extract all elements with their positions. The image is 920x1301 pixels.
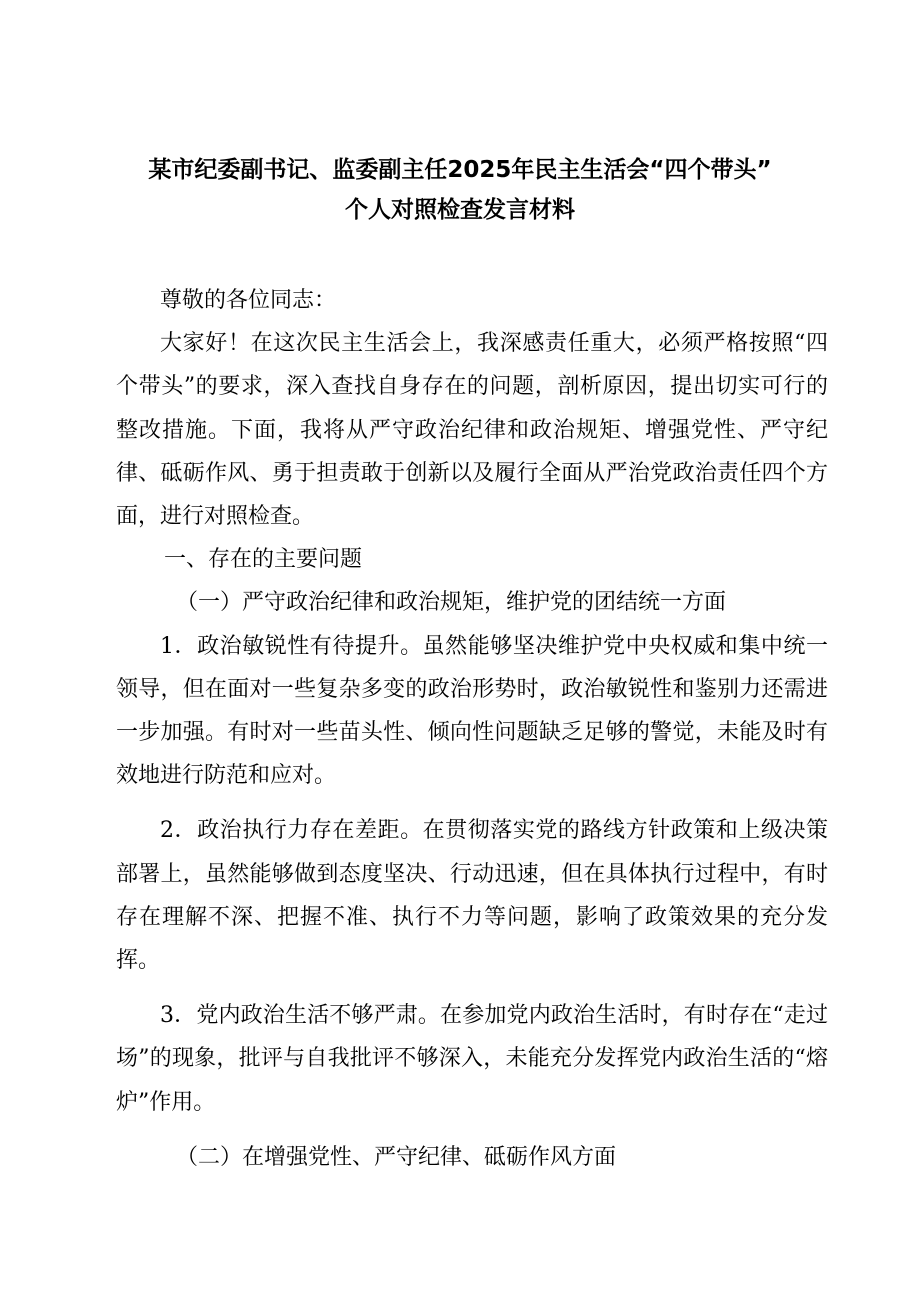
salutation: 尊敬的各位同志： [160, 288, 337, 313]
document-title [0, 150, 920, 230]
title-line-2: 个人对照检查发言材料 [345, 197, 575, 223]
intro-paragraph: 大家好！在这次民主生活会上，我深感责任重大，必须严格按照“四个带头”的要求，深入查找自身存在的问题，剖析原因，提出切实可行的整改措施。下面，我将从严守政治纪律和政治规矩、增强党性、严守纪律、砥砺作风、勇于担责敢于创新以及履行全面从严治党政治责任四个方面，进行对照检查。 [116, 331, 828, 530]
issue-item-1: 1．政治敏锐性有待提升。虽然能够坚决维护党中央权威和集中统一领导，但在面对一些复杂多变的政治形势时，政治敏锐性和鉴别力还需进一步加强。有时对一些苗头性、倾向性问题缺乏足够的警觉，未能及时有效地进行防范和应对。 [116, 633, 828, 789]
issue-item-2: 2．政治执行力存在差距。在贯彻落实党的路线方针政策和上级决策部署上，虽然能够做到态度坚决、行动迅速，但在具体执行过程中，有时存在理解不深、把握不准、执行不力等问题，影响了政策效果的充分发挥。 [116, 818, 828, 974]
subsection-heading-1: （一）严守政治纪律和政治规矩，维护党的团结统一方面 [176, 590, 727, 616]
subsection-heading-2: （二）在增强党性、严守纪律、砥砺作风方面 [176, 1144, 617, 1170]
section-heading-1: 一、存在的主要问题 [164, 547, 363, 573]
title-line-1: 某市纪委副书记、监委副主任2025年民主生活会“四个带头” [148, 157, 772, 183]
issue-item-3: 3．党内政治生活不够严肃。在参加党内政治生活时，有时存在“走过场”的现象，批评与自我批评不够深入，未能充分发挥党内政治生活的“熔炉”作用。 [116, 1003, 828, 1115]
document-body [116, 279, 828, 1179]
